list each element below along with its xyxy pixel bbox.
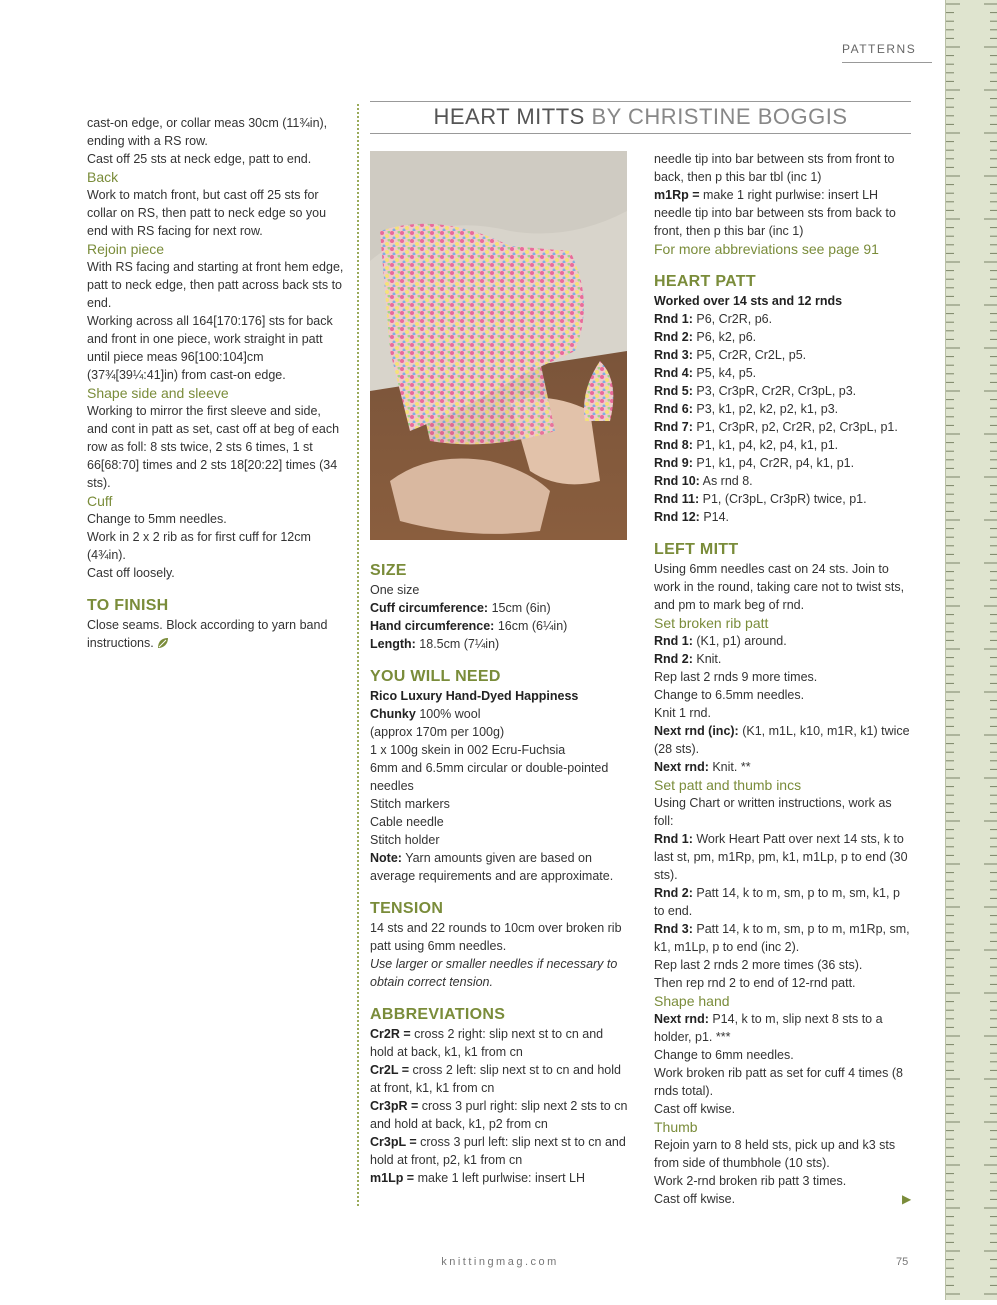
text: 14 sts and 22 rounds to 10cm over broken rib patt using 6mm needles. (370, 921, 622, 953)
text: 6mm and 6.5mm circular or double-pointed needles (370, 761, 609, 793)
text: Then rep rnd 2 to end of 12-rnd patt. (654, 976, 856, 990)
title-rule-top (370, 101, 911, 102)
text: Cast off kwise. (654, 1102, 736, 1116)
text: 1 x 100g skein in 002 Ecru-Fuchsia (370, 743, 566, 757)
round: Rnd 1: Work Heart Patt over next 14 sts, k to last st, pm, m1Rp, pm, k1, m1Lp, p to end (30 sts). (654, 832, 908, 882)
text: Change to 5mm needles. (87, 512, 227, 526)
heading-abbreviations: ABBREVIATIONS (370, 1006, 506, 1023)
text: Change to 6.5mm needles. (654, 688, 805, 702)
text: Cast off loosely. (87, 566, 175, 580)
column-left (87, 114, 345, 652)
ruler-ticks (946, 0, 997, 1300)
tension-note: Use larger or smaller needles if necessary to obtain correct tension. (370, 957, 618, 989)
round: Rnd 1: (K1, p1) around. (654, 634, 787, 648)
abbr-item: Cr2R = cross 2 right: slip next st to cn and hold at back, k1, k1 from cn (370, 1027, 604, 1059)
section-label: PATTERNS (842, 42, 917, 56)
abbr-item: m1Lp = make 1 left purlwise: insert LH (370, 1171, 586, 1185)
hand-circumference: Hand circumference: 16cm (6¼in) (370, 619, 568, 633)
heading-back: Back (87, 169, 119, 185)
heading-shape-hand: Shape hand (654, 993, 730, 1009)
text: Stitch markers (370, 797, 450, 811)
text: Rejoin yarn to 8 held sts, pick up and k3 sts from side of thumbhole (10 sts). (654, 1138, 896, 1170)
heart-round: Rnd 12: P14. (654, 510, 730, 524)
abbr-item: Cr2L = cross 2 left: slip next st to cn and hold at front, k1, k1 from cn (370, 1063, 621, 1095)
text: Working to mirror the first sleeve and side, and cont in patt as set, cast off at beg of each row as foll: 8 sts twice, 2 sts 6 times, 1 st 66[68:70] times and 2 sts 18[20:22] times (34 sts). (87, 404, 340, 490)
heart-round: Rnd 10: As rnd 8. (654, 474, 753, 488)
mitts-photo (370, 151, 627, 540)
continue-arrow-icon: ▶ (902, 1192, 912, 1206)
heading-heart-patt: HEART PATT (654, 273, 756, 290)
text: Work to match front, but cast off 25 sts for collar on RS, then patt to neck edge so you end with RS facing for next row. (87, 188, 327, 238)
heart-subtitle: Worked over 14 sts and 12 rnds (654, 294, 843, 308)
heading-shape: Shape side and sleeve (87, 385, 229, 401)
text: Change to 6mm needles. (654, 1048, 794, 1062)
length: Length: 18.5cm (7¼in) (370, 637, 500, 651)
abbr-item: Cr3pL = cross 3 purl left: slip next st to cn and hold at front, p2, k1 from cn (370, 1135, 626, 1167)
heart-round: Rnd 1: P6, Cr2R, p6. (654, 312, 773, 326)
text: Cable needle (370, 815, 444, 829)
column-divider (357, 104, 359, 1206)
heart-round: Rnd 6: P3, k1, p2, k2, p2, k1, p3. (654, 402, 839, 416)
finish-text: Close seams. Block according to yarn band instructions. (87, 618, 328, 650)
text: Using Chart or written instructions, work as foll: (654, 796, 892, 828)
column-right (654, 150, 912, 1208)
leaf-end-icon (157, 637, 169, 649)
text: (approx 170m per 100g) (370, 725, 505, 739)
heading-size: SIZE (370, 562, 407, 579)
text: Work broken rib patt as set for cuff 4 times (8 rnds total). (654, 1066, 903, 1098)
text: Knit 1 rnd. (654, 706, 711, 720)
page-ruler (945, 0, 997, 1300)
text: One size (370, 583, 420, 597)
note: Note: Yarn amounts given are based on average requirements and are approximate. (370, 851, 614, 883)
heart-round: Rnd 3: P5, Cr2R, Cr2L, p5. (654, 348, 807, 362)
text: cast-on edge, or collar meas 30cm (11¾in), ending with a RS row. (87, 116, 328, 148)
heading-to-finish: TO FINISH (87, 597, 169, 614)
heading-rejoin: Rejoin piece (87, 241, 165, 257)
yarn-name: Rico Luxury Hand-Dyed Happiness (370, 689, 579, 703)
heading-thumb-incs: Set patt and thumb incs (654, 777, 802, 793)
text: With RS facing and starting at front hem edge, patt to neck edge, then patt across back sts to end. (87, 260, 344, 310)
pattern-title: HEART MITTS BY CHRISTINE BOGGIS (433, 104, 848, 129)
text: needle tip into bar between sts from front to back, then p this bar tbl (inc 1) (654, 152, 895, 184)
round: Rnd 3: Patt 14, k to m, sm, p to m, m1Rp, sm, k1, m1Lp, p to end (inc 2). (654, 922, 910, 954)
text: Rep last 2 rnds 2 more times (36 sts). (654, 958, 863, 972)
heart-round: Rnd 5: P3, Cr3pR, Cr2R, Cr3pL, p3. (654, 384, 857, 398)
heading-broken-rib: Set broken rib patt (654, 615, 769, 631)
abbr-item: m1Rp = make 1 right purlwise: insert LH needle tip into bar between sts from back to front, then p this bar (inc 1) (654, 188, 896, 238)
heart-round: Rnd 7: P1, Cr3pR, p2, Cr2R, p2, Cr3pL, p1. (654, 420, 898, 434)
round: Next rnd: P14, k to m, slip next 8 sts to a holder, p1. *** (654, 1012, 883, 1044)
heart-round: Rnd 8: P1, k1, p4, k2, p4, k1, p1. (654, 438, 839, 452)
mitts-illustration (370, 151, 627, 540)
heading-cuff: Cuff (87, 493, 113, 509)
more-abbreviations-link: For more abbreviations see page 91 (654, 241, 879, 257)
column-middle (370, 561, 630, 1187)
round: Next rnd (inc): (K1, m1L, k10, m1R, k1) twice (28 sts). (654, 724, 910, 756)
text: Work in 2 x 2 rib as for first cuff for 12cm (4¾in). (87, 530, 311, 562)
text: Using 6mm needles cast on 24 sts. Join to work in the round, taking care not to twist sts, and pm to mark beg of rnd. (654, 562, 905, 612)
heading-tension: TENSION (370, 900, 444, 917)
text: Cast off kwise. (654, 1192, 736, 1206)
yarn-weight: Chunky 100% wool (370, 707, 481, 721)
cuff-circumference: Cuff circumference: 15cm (6in) (370, 601, 551, 615)
heart-rounds-list (654, 310, 912, 526)
title-rule-bottom (370, 133, 911, 134)
footer-site: knittingmag.com (441, 1256, 559, 1268)
heading-left-mitt: LEFT MITT (654, 541, 739, 558)
heart-round: Rnd 4: P5, k4, p5. (654, 366, 757, 380)
text: Stitch holder (370, 833, 440, 847)
abbr-item: Cr3pR = cross 3 purl right: slip next 2 sts to cn and hold at back, k1, p2 from cn (370, 1099, 628, 1131)
round: Rnd 2: Knit. (654, 652, 722, 666)
text: Work 2-rnd broken rib patt 3 times. (654, 1174, 847, 1188)
heart-round: Rnd 11: P1, (Cr3pL, Cr3pR) twice, p1. (654, 492, 867, 506)
text: Working across all 164[170:176] sts for back and front in one piece, work straight in patt until piece meas 96[100:104]cm (37¾[39¼:41]in) from cast-on edge. (87, 314, 333, 382)
text: Rep last 2 rnds 9 more times. (654, 670, 818, 684)
header-rule (842, 62, 932, 63)
page-number: 75 (896, 1256, 909, 1268)
heart-round: Rnd 2: P6, k2, p6. (654, 330, 757, 344)
heading-thumb: Thumb (654, 1119, 698, 1135)
round: Next rnd: Knit. ** (654, 760, 751, 774)
round: Rnd 2: Patt 14, k to m, sm, p to m, sm, k1, p to end. (654, 886, 900, 918)
heart-round: Rnd 9: P1, k1, p4, Cr2R, p4, k1, p1. (654, 456, 855, 470)
text: Cast off 25 sts at neck edge, patt to end. (87, 152, 312, 166)
heading-you-will-need: YOU WILL NEED (370, 668, 501, 685)
